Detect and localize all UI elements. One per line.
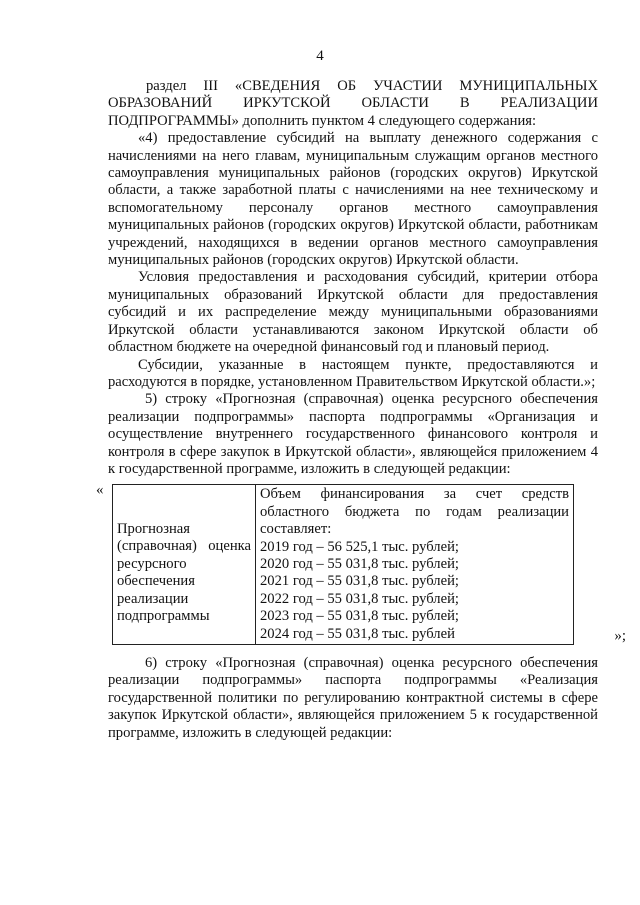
financing-year-2022: 2022 год – 55 031,8 тыс. рублей; (260, 590, 459, 607)
page-number: 4 (316, 48, 324, 64)
paragraph-item-5: 5) строку «Прогнозная (справочная) оценка ресурсного обеспечения реализации подпрограммы» паспорта подпрограммы «Организация и осуществление внутреннего государственного финансового контроля и контроля в сфере закупок в Иркутской области», являющейся приложением 4 к государственной программе, изложить в следующей редакции: (108, 391, 598, 477)
table-cell-label (113, 485, 256, 645)
passport-table-block (96, 482, 626, 645)
financing-year-2019: 2019 год – 56 525,1 тыс. рублей; (260, 538, 459, 555)
paragraph-section-iii: раздел III «СВЕДЕНИЯ ОБ УЧАСТИИ МУНИЦИПАЛЬНЫХ ОБРАЗОВАНИЙ ИРКУТСКОЙ ОБЛАСТИ В РЕАЛИЗАЦИИ ПОДПРОГРАММЫ» дополнить пунктом 4 следующего содержания: (108, 78, 598, 129)
financing-intro: Объем финансирования за счет средств областного бюджета по годам реализации составляет: (260, 486, 569, 538)
financing-year-2023: 2023 год – 55 031,8 тыс. рублей; (260, 608, 459, 625)
resource-estimate-label: Прогнозная (справочная) оценка ресурсного обеспечения реализации подпрограммы (117, 520, 251, 624)
paragraph-item-4: «4) предоставление субсидий на выплату денежного содержания с начислениями на него главам, муниципальным служащим органов местного самоуправления муниципальных районов (городских округов) Иркутской области, а также заработной платы с начислениями на нее техническому и вспомогательному персоналу органов местного самоуправления муниципальных районов (городских округов) Иркутской области, работникам учреждений, находящихся в ведении органов местного самоуправления муниципальных районов (городских округов) Иркутской области. (108, 130, 598, 269)
passport-table (112, 484, 574, 645)
document-body (96, 78, 626, 742)
financing-year-2020: 2020 год – 55 031,8 тыс. рублей; (260, 555, 459, 572)
paragraph-item-6: 6) строку «Прогнозная (справочная) оценка ресурсного обеспечения реализации подпрограммы» паспорта подпрограммы «Реализация государственной политики по регулированию контрактной системы в сфере закупок Иркутской области», являющейся приложением 5 к государственной программе, изложить в следующей редакции: (108, 655, 598, 741)
financing-year-2024: 2024 год – 55 031,8 тыс. рублей (260, 625, 455, 642)
table-open-quote: « (96, 482, 104, 499)
financing-year-2021: 2021 год – 55 031,8 тыс. рублей; (260, 573, 459, 590)
table-cell-financing (256, 485, 574, 645)
paragraph-subsidy-procedure: Субсидии, указанные в настоящем пункте, предоставляются и расходуются в порядке, установленном Правительством Иркутской области.»; (108, 356, 598, 390)
table-close-quote: »; (614, 627, 626, 644)
table-row (113, 485, 574, 645)
paragraph-subsidy-conditions: Условия предоставления и расходования субсидий, критерии отбора муниципальных образований Иркутской области для предоставления субсидий и их распределение между муниципальными образованиями Иркутской области устанавливаются законом Иркутской области об областном бюджете на очередной финансовый год и плановый период. (108, 269, 598, 356)
